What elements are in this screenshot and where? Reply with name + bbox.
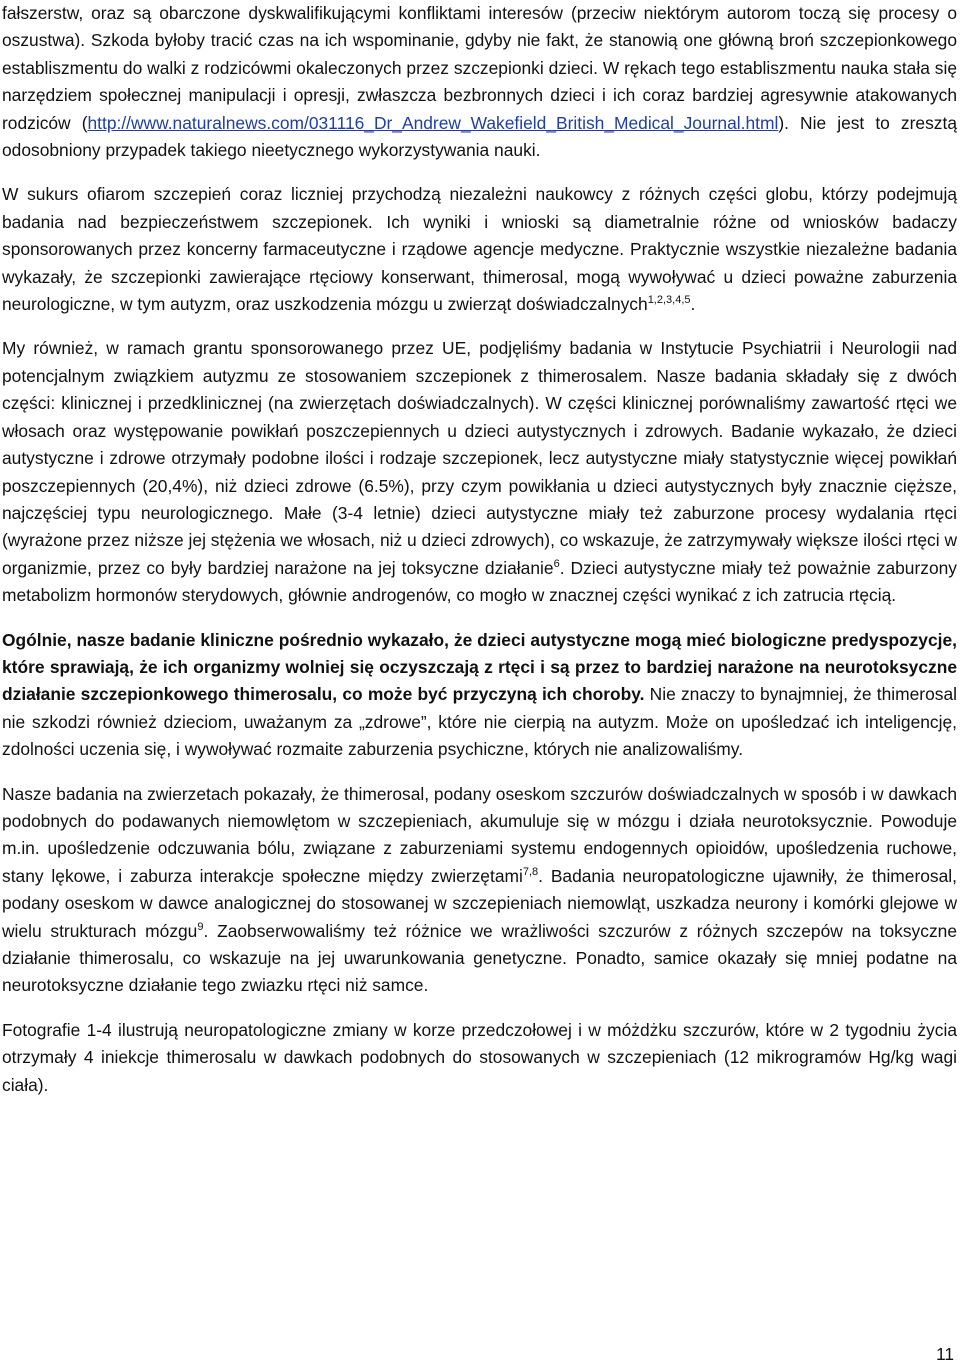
paragraph-1-text-b: ). Nie jest to zresztą odosobniony przypadek takiego nieetycznego wykorzystywania nauki. <box>2 112 957 161</box>
page-number: 11 <box>935 1344 954 1364</box>
paragraph-5 <box>2 781 957 1000</box>
paragraph-1-text-a: fałszerstw, oraz są obarczone dyskwalifikującymi konfliktami interesów (przeciw niektórym autorom toczą się procesy o oszustwa). Szkoda byłoby tracić czas na ich wspominanie, gdyby nie fakt, że stanowią one główną broń szczepionkowego establiszmentu do walki z rodzicówmi okaleczonych przez szczepionki dzieci. W rękach tego establiszmentu nauka stała się narzędziem społecznej manipulacji i opresji, zwłaszcza bezbronnych dzieci i ich coraz bardziej agresywnie atakowanych rodziców ( <box>2 3 957 133</box>
citation-superscript: 6 <box>553 557 560 570</box>
citation-superscript: 9 <box>197 920 204 933</box>
citation-superscript: 7,8 <box>522 865 539 878</box>
paragraph-3-text-b: . Dzieci autystyczne miały też poważnie zaburzony metabolizm hormonów sterydowych, głównie androgenów, co mogło w znacznej części wynikać z ich zatrucia rtęcią. <box>2 557 957 606</box>
paragraph-6 <box>2 1017 957 1099</box>
paragraph-4-text: Nie znaczy to bynajmniej, że thimerosal nie szkodzi również dzieciom, uważanym za „zdrowe”, które nie cierpią na autyzm. Może on upośledzać ich inteligencję, zdolności uczenia się, i wywoływać rozmaite zaburzenia psychiczne, których nie analizowaliśmy. <box>2 684 958 760</box>
paragraph-5-text-a: Nasze badania na zwierzetach pokazały, że thimerosal, podany oseskom szczurów doświadczalnych w sposób i w dawkach podobnych do podawanych niemowlętom w szczepieniach, akumuluje się w mózgu i działa neurotoksycznie. Powoduje m.in. upośledzenie odczuwania bólu, związane z zaburzeniami systemu endogennych opioidów, upośledzenia ruchowe, stany lękowe, i zaburza interakcje społeczne między zwierzętami <box>2 783 957 886</box>
citation-superscript: 1,2,3,4,5 <box>647 294 691 307</box>
paragraph-5-text-c: . Zaobserwowaliśmy też różnice we wrażliwości szczurów z różnych szczepów na toksyczne działanie thimerosalu, co wskazuje na jej uwarunkowania genetyczne. Ponadto, samice okazały się mniej podatne na neurotoksyczne działanie tego zwiazku rtęci niż samce. <box>2 920 957 996</box>
paragraph-2 <box>2 181 957 318</box>
paragraph-2-text-b: . <box>690 294 696 315</box>
paragraph-3 <box>2 335 957 609</box>
paragraph-5-text-b: . Badania neuropatologiczne ujawniły, że thimerosal, podany oseskom w dawce analogicznej do stosowanej w szczepieniach niemowląt, uszkadza neurony i komórki glejowe w wielu strukturach mózgu <box>2 865 957 941</box>
paragraph-4 <box>2 627 957 764</box>
paragraph-4-bold-text: Ogólnie, nasze badanie kliniczne pośrednio wykazało, że dzieci autystyczne mogą mieć biologiczne predyspozycje, które sprawiają, że ich organizmy wolniej się oczyszczają z rtęci i są przez to bardziej narażone na neurotoksyczne działanie szczepionkowego thimerosalu, co może być przyczyną ich choroby. <box>2 629 957 705</box>
paragraph-3-text-a: My również, w ramach grantu sponsorowanego przez UE, podjęliśmy badania w Instytucie Psychiatrii i Neurologii nad potencjalnym związkiem autyzmu ze stosowaniem szczepionek z thimerosalem. Nasze badania składały się z dwóch części: klinicznej i przedklinicznej (na zwierzętach doświadczalnych). W części klinicznej porównaliśmy zawartość rtęci we włosach oraz występowanie powikłań poszczepiennych u dzieci autystycznych i zdrowych. Badanie wykazało, że dzieci autystyczne i zdrowe otrzymały podobne ilości i rodzaje szczepionek, lecz autystyczne miały statystycznie więcej powikłań poszczepiennych (20,4%), niż dzieci zdrowe (6.5%), przy czym powikłania u dzieci autystycznych były znacznie cięższe, najczęściej typu neurologicznego. Małe (3-4 letnie) dzieci autystyczne miały też zaburzone procesy wydalania rtęci (wyrażone przez niższe jej stężenia we włosach, niż u dzieci zdrowych), co wskazuje, że zatrzymywały większe ilości rtęci w organizmie, przez co były bardziej narażone na jej toksyczne działanie <box>2 338 957 578</box>
document-page <box>2 0 957 1099</box>
source-link[interactable]: http://www.naturalnews.com/031116_Dr_Andrew_Wakefield_British_Medical_Journal.html <box>87 112 779 133</box>
paragraph-2-text-a: W sukurs ofiarom szczepień coraz liczniej przychodzą niezależni naukowcy z różnych części globu, którzy podejmują badania nad bezpieczeństwem szczepionek. Ich wyniki i wnioski są diametralnie różne od wniosków badaczy sponsorowanych przez koncerny farmaceutyczne i rządowe agencje medyczne. Praktycznie wszystkie niezależne badania wykazały, że szczepionki zawierające rtęciowy konserwant, thimerosal, mogą wywoływać u dzieci poważne zaburzenia neurologiczne, w tym autyzm, oraz uszkodzenia mózgu u zwierząt doświadczalnych <box>2 184 957 315</box>
paragraph-1 <box>2 0 957 164</box>
paragraph-6-text: Fotografie 1-4 ilustrują neuropatologiczne zmiany w korze przedczołowej i w móżdżku szczurów, które w 2 tygodniu życia otrzymały 4 iniekcje thimerosalu w dawkach podobnych do stosowanych w szczepieniach (12 mikrogramów Hg/kg wagi ciała). <box>2 1019 957 1095</box>
